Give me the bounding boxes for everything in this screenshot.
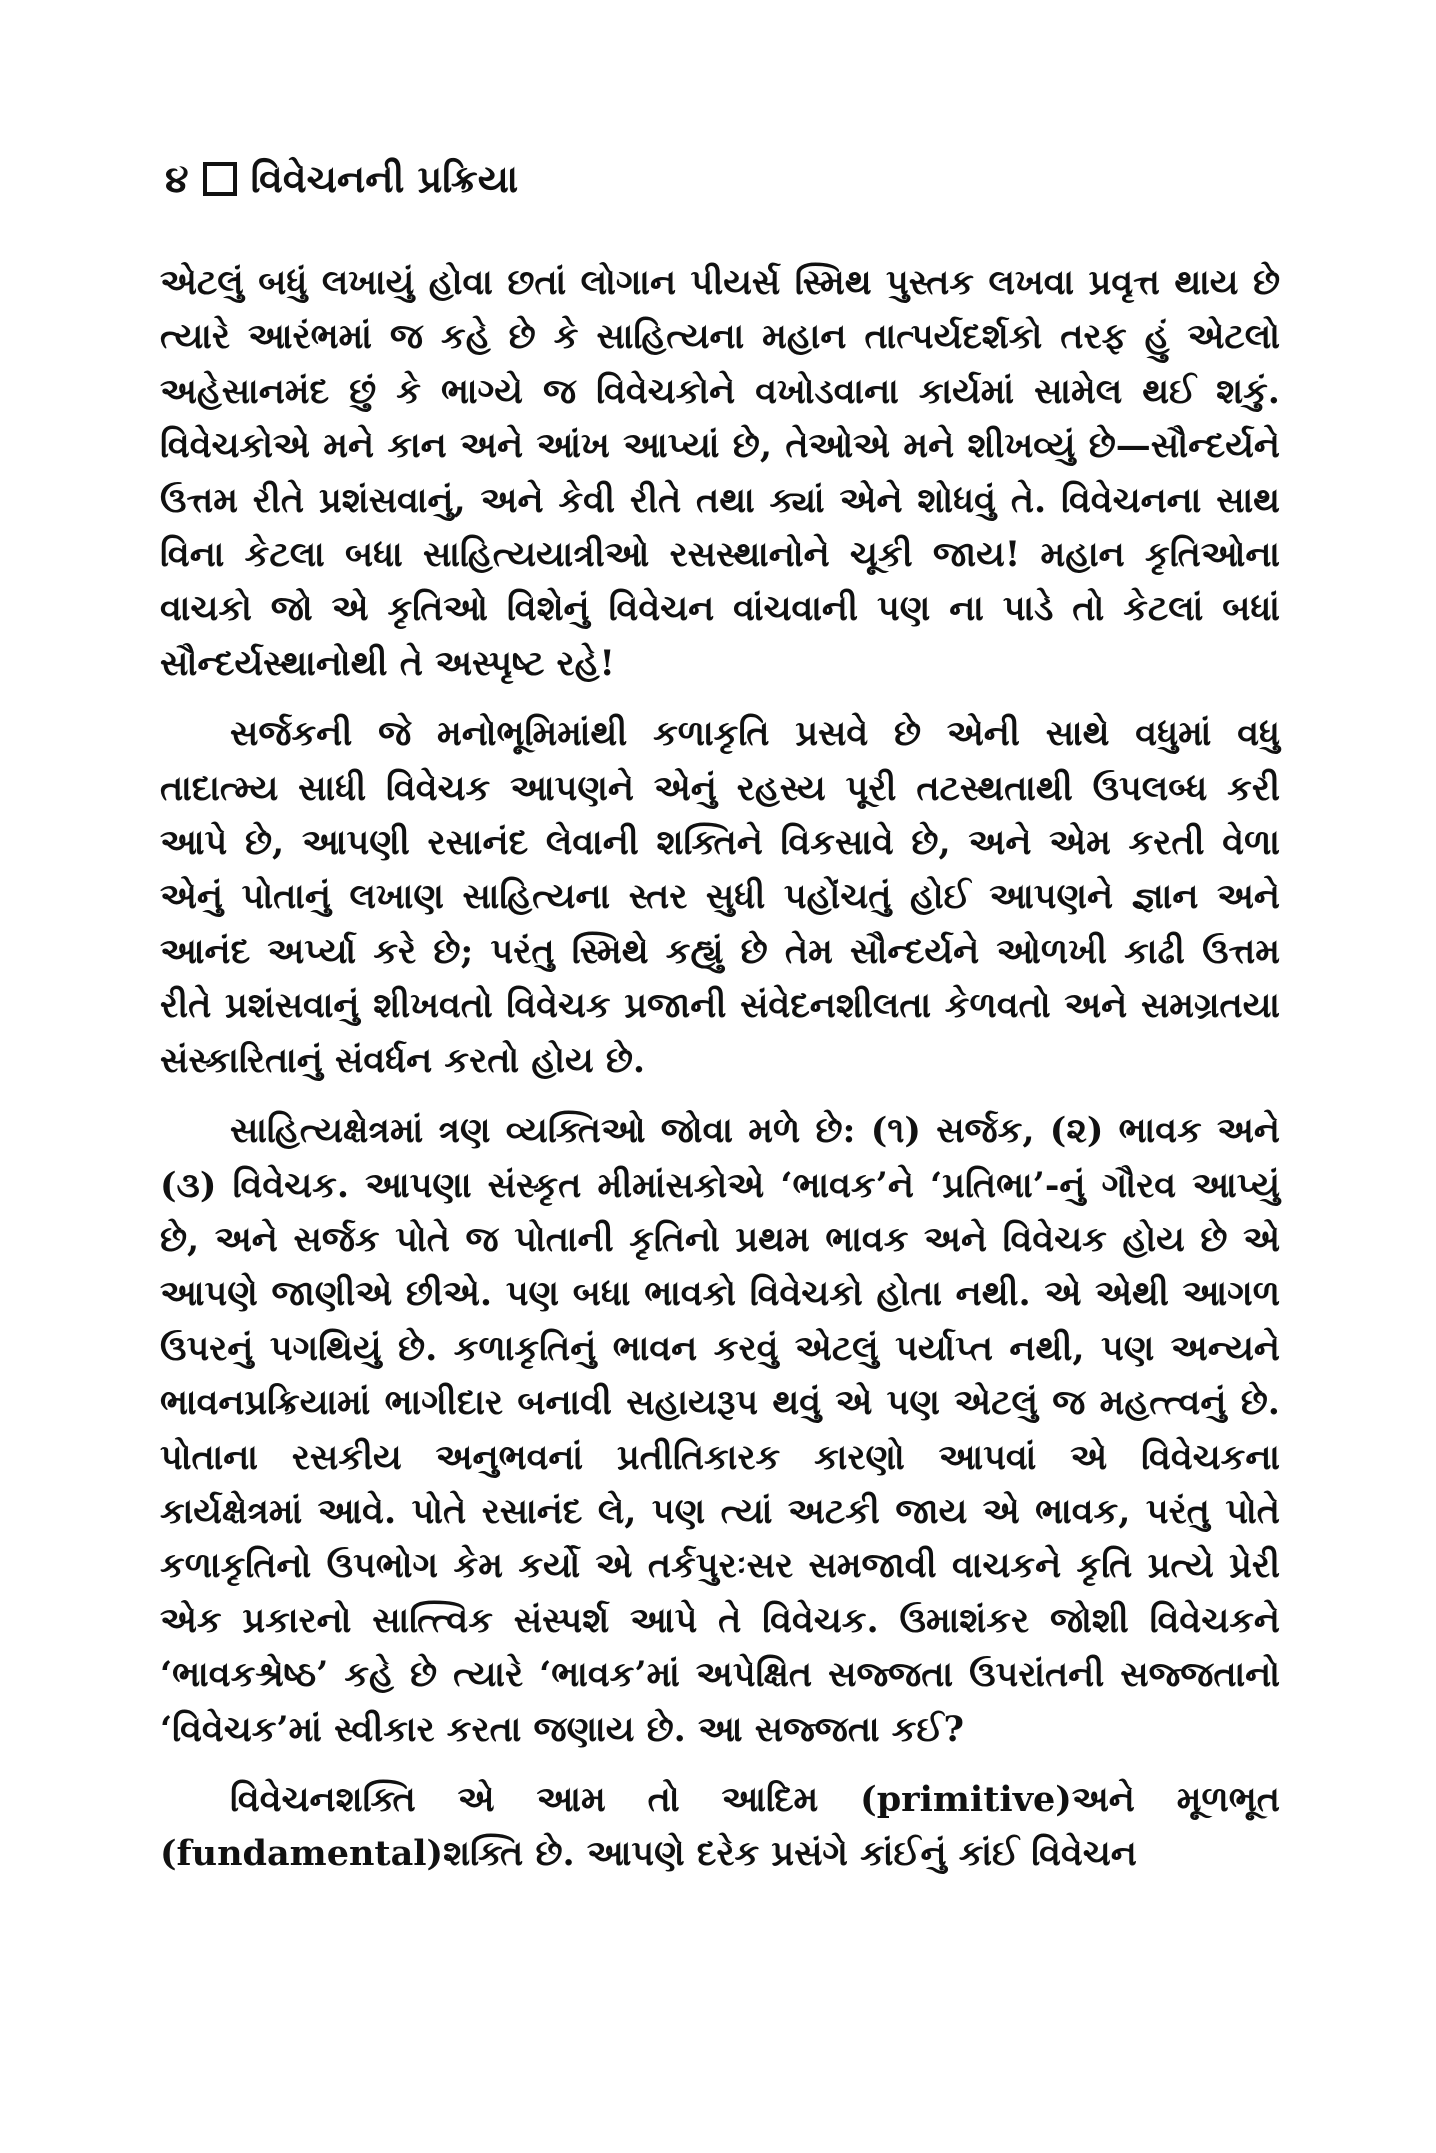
page-header [165, 156, 519, 201]
body-text [160, 256, 1280, 1882]
paragraph-2: સર્જકની જે મનોભૂમિમાંથી કળાકૃતિ પ્રસવે છે એની સાથે વધુમાં વધુ તાદાત્મ્ય સાધી વિવેચક આપણને એનું રહસ્ય પૂરી તટસ્થતાથી ઉપલબ્ધ કરી આપે છે, આપણી રસાનંદ લેવાની શક્તિને વિકસાવે છે, અને એમ કરતી વેળા એનું પોતાનું લખાણ સાહિત્યના સ્તર સુધી પહોંચતું હોઈ આપણને જ્ઞાન અને આનંદ અર્પ્યા કરે છે; પરંતુ સ્મિથે કહ્યું છે તેમ સૌન્દર્યને ઓળખી કાઢી ઉત્તમ રીતે પ્રશંસવાનું શીખવતો વિવેચક પ્રજાની સંવેદનશીલતા કેળવતો અને સમગ્રતયા સંસ્કારિતાનું સંવર્ધન કરતો હોય છે. [160, 713, 1280, 1081]
paragraph-4: વિવેચનશક્તિ એ આમ તો આદિમ (primitive)અને મૂળભૂત (fundamental)શક્તિ છે. આપણે દરેક પ્રસંગે કાંઈનું કાંઈ વિવેચન [160, 1778, 1280, 1875]
paragraph-1: એટલું બધું લખાયું હોવા છતાં લોગાન પીયર્સ સ્મિથ પુસ્તક લખવા પ્રવૃત્ત થાય છે ત્યારે આરંભમાં જ કહે છે કે સાહિત્યના મહાન તાત્પર્યદર્શકો તરફ હું એટલો અહેસાનમંદ છું કે ભાગ્યે જ વિવેચકોને વખોડવાના કાર્યમાં સામેલ થઈ શકું. વિવેચકોએ મને કાન અને આંખ આપ્યાં છે, તેઓએ મને શીખવ્યું છે—સૌન્દર્યને ઉત્તમ રીતે પ્રશંસવાનું, અને કેવી રીતે તથા ક્યાં એને શોધવું તે. વિવેચનના સાથ વિના કેટલા બધા સાહિત્યયાત્રીઓ રસસ્થાનોને ચૂકી જાય! મહાન કૃતિઓના વાચકો જો એ કૃતિઓ વિશેનું વિવેચન વાંચવાની પણ ના પાડે તો કેટલાં બધાં સૌન્દર્યસ્થાનોથી તે અસ્પૃષ્ટ રહે! [160, 262, 1280, 684]
running-title: વિવેચનની પ્રક્રિયા [250, 156, 519, 201]
paragraph-3: સાહિત્યક્ષેત્રમાં ત્રણ વ્યક્તિઓ જોવા મળે છે: (૧) સર્જક, (૨) ભાવક અને (૩) વિવેચક. આપણા સંસ્કૃત મીમાંસકોએ ‘ભાવક’ને ‘પ્રતિભા’-નું ગૌરવ આપ્યું છે, અને સર્જક પોતે જ પોતાની કૃતિનો પ્રથમ ભાવક અને વિવેચક હોય છે એ આપણે જાણીએ છીએ. પણ બધા ભાવકો વિવેચકો હોતા નથી. એ એથી આગળ ઉપરનું પગથિયું છે. કળાકૃતિનું ભાવન કરવું એટલું પર્યાપ્ત નથી, પણ અન્યને ભાવનપ્રક્રિયામાં ભાગીદાર બનાવી સહાયરૂપ થવું એ પણ એટલું જ મહત્ત્વનું છે. પોતાના રસકીય અનુભવનાં પ્રતીતિકારક કારણો આપવાં એ વિવેચકના કાર્યક્ષેત્રમાં આવે. પોતે રસાનંદ લે, પણ ત્યાં અટકી જાય એ ભાવક, પરંતુ પોતે કળાકૃતિનો ઉપભોગ કેમ કર્યો એ તર્કપુરઃસર સમજાવી વાચકને કૃતિ પ્રત્યે પ્રેરી એક પ્રકારનો સાત્ત્વિક સંસ્પર્શ આપે તે વિવેચક. ઉમાશંકર જોશી વિવેચકને ‘ભાવકશ્રેષ્ઠ’ કહે છે ત્યારે ‘ભાવક’માં અપેક્ષિત સજ્જતા ઉપરાંતની સજ્જતાનો ‘વિવેચક’માં સ્વીકાર કરતા જણાય છે. આ સજ્જતા કઈ? [160, 1110, 1280, 1750]
square-box-icon [203, 162, 237, 196]
page-number: ૪ [165, 156, 189, 201]
